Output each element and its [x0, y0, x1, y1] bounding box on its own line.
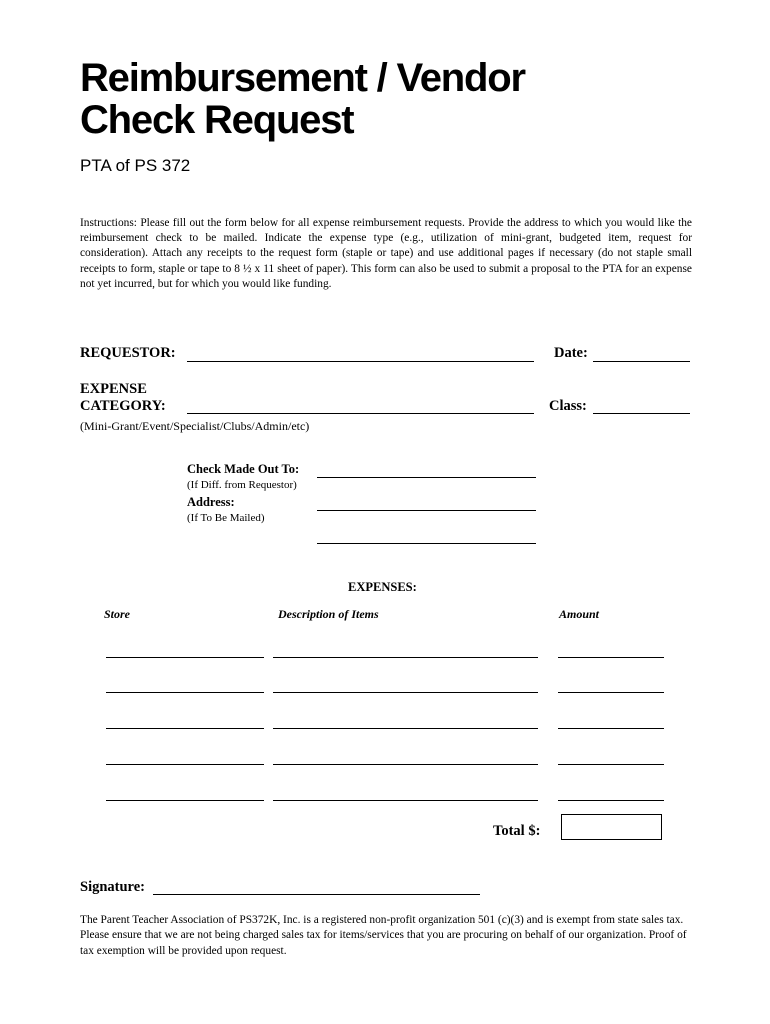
- expense-row-3-description[interactable]: [273, 728, 538, 729]
- store-column-header: Store: [104, 607, 131, 621]
- expense-row-4-amount[interactable]: [558, 764, 664, 765]
- total-label: Total $:: [493, 823, 541, 839]
- expense-row-4-store[interactable]: [106, 764, 264, 765]
- description-column-header: Description of Items: [278, 607, 379, 621]
- check-made-out-label: Check Made Out To:: [187, 462, 300, 476]
- check-hint: (If Diff. from Requestor): [187, 479, 297, 491]
- expenses-heading: EXPENSES:: [348, 580, 417, 594]
- page-title-line-1: Reimbursement / Vendor: [80, 56, 525, 100]
- class-label: Class:: [549, 398, 587, 414]
- address-hint: (If To Be Mailed): [187, 512, 265, 524]
- expense-row-1-amount[interactable]: [558, 657, 664, 658]
- signature-label: Signature:: [80, 879, 145, 895]
- expense-category-label-line-1: EXPENSE: [80, 381, 147, 397]
- date-label: Date:: [554, 345, 588, 361]
- expense-row-1-store[interactable]: [106, 657, 264, 658]
- address-field-line-2[interactable]: [317, 543, 536, 544]
- expense-category-label-line-2: CATEGORY:: [80, 398, 166, 414]
- category-hint: (Mini-Grant/Event/Specialist/Clubs/Admin/etc): [80, 419, 310, 433]
- expense-row-5-amount[interactable]: [558, 800, 664, 801]
- amount-column-header: Amount: [559, 607, 600, 621]
- class-field[interactable]: [593, 413, 690, 414]
- page-title-line-2: Check Request: [80, 98, 354, 142]
- expense-row-2-store[interactable]: [106, 692, 264, 693]
- address-field-line-1[interactable]: [317, 510, 536, 511]
- signature-field[interactable]: [153, 894, 480, 895]
- expense-row-2-amount[interactable]: [558, 692, 664, 693]
- instructions-paragraph: Instructions: Please fill out the form below for all expense reimbursement requests. Provide the address to which you would like the reimbursement check to be mailed. Indicate the expense type (e.g., utilization of mini-grant, budgeted item, request for consideration). Attach any receipts to the request form (staple or tape) and use additional pages if necessary (do not staple small receipts to form, staple or tape to 8 ½ x 11 sheet of paper). This form can also be used to submit a proposal to the PTA for an expense not yet incurred, but for which you would like funding.: [80, 217, 692, 290]
- expense-row-2-description[interactable]: [273, 692, 538, 693]
- total-amount-box[interactable]: [561, 814, 662, 840]
- expense-row-3-amount[interactable]: [558, 728, 664, 729]
- expense-category-field[interactable]: [187, 413, 534, 414]
- requestor-label: REQUESTOR:: [80, 345, 176, 361]
- tax-exempt-notice: The Parent Teacher Association of PS372K, Inc. is a registered non-profit organization 501 (c)(3) and is exempt from state sales tax. Please ensure that we are not being charged sales tax for items/services that you are procuring on behalf of our organization. Proof of tax exemption will be provided upon request.: [80, 914, 687, 957]
- expense-row-3-store[interactable]: [106, 728, 264, 729]
- requestor-field[interactable]: [187, 361, 534, 362]
- address-label: Address:: [187, 495, 235, 509]
- expense-row-5-store[interactable]: [106, 800, 264, 801]
- date-field[interactable]: [593, 361, 690, 362]
- check-made-out-field[interactable]: [317, 477, 536, 478]
- page-subtitle: PTA of PS 372: [80, 156, 191, 175]
- expense-row-5-description[interactable]: [273, 800, 538, 801]
- expense-row-4-description[interactable]: [273, 764, 538, 765]
- expense-row-1-description[interactable]: [273, 657, 538, 658]
